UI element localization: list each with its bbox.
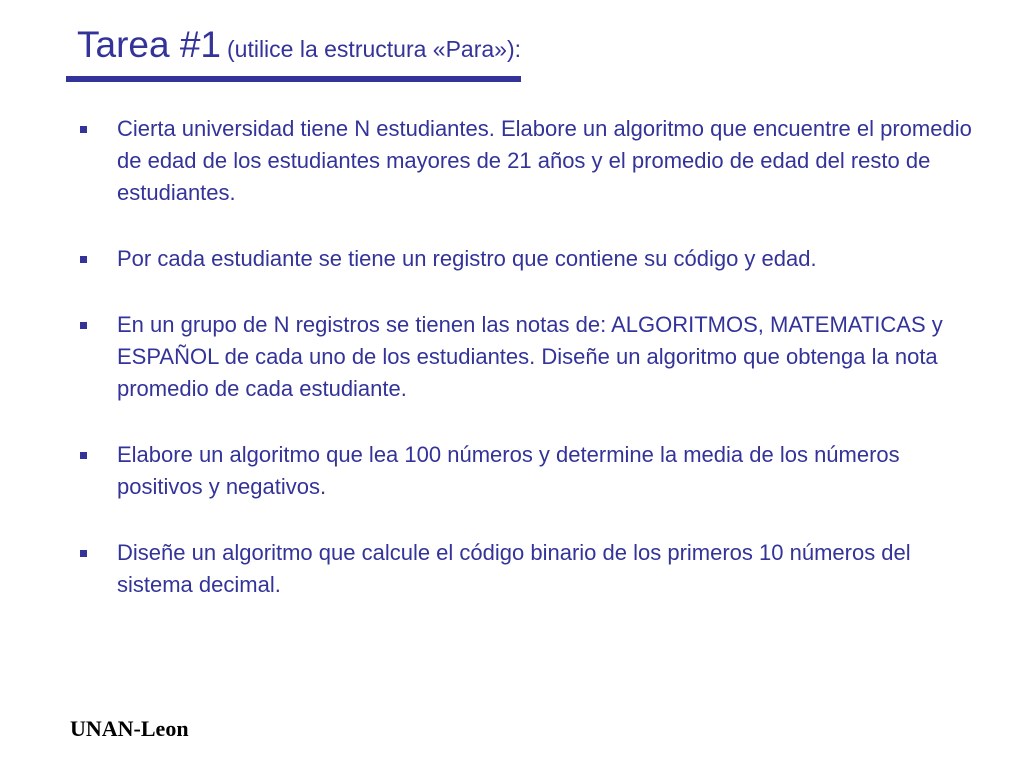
bullet-text: Por cada estudiante se tiene un registro que contiene su código y edad. [117, 246, 817, 271]
title-underline-bar [66, 76, 521, 82]
square-bullet-icon [80, 126, 87, 133]
slide-title [77, 24, 521, 66]
title-subtitle: (utilice la estructura «Para»): [227, 36, 522, 62]
bullet-item [78, 113, 978, 209]
square-bullet-icon [80, 322, 87, 329]
bullet-text: Elabore un algoritmo que lea 100 números y determine la media de los números positivos y negativos. [117, 442, 900, 499]
square-bullet-icon [80, 550, 87, 557]
bullet-item [78, 537, 978, 601]
square-bullet-icon [80, 452, 87, 459]
bullet-item [78, 439, 978, 503]
footer-institution: UNAN-Leon [70, 716, 189, 741]
square-bullet-icon [80, 256, 87, 263]
title-main: Tarea #1 [77, 24, 221, 65]
bullet-text: Diseñe un algoritmo que calcule el código binario de los primeros 10 números del sistema decimal. [117, 540, 911, 597]
bullet-item [78, 243, 978, 275]
bullet-text: Cierta universidad tiene N estudiantes. Elabore un algoritmo que encuentre el promedio de edad de los estudiantes mayores de 21 años y el promedio de edad del resto de estudiantes. [117, 116, 972, 205]
bullet-text: En un grupo de N registros se tienen las notas de: ALGORITMOS, MATEMATICAS y ESPAÑOL de cada uno de los estudiantes. Diseñe un algoritmo que obtenga la nota promedio de cada estudiante. [117, 312, 943, 401]
bullet-item [78, 309, 978, 405]
bullet-list [78, 113, 978, 635]
